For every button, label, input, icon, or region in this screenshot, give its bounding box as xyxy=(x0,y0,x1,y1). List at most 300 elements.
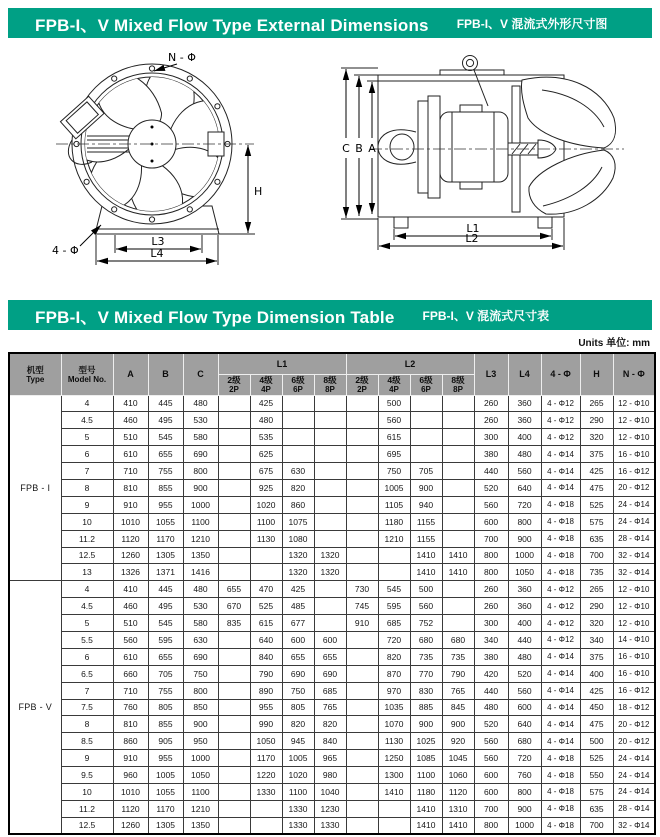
table-cell: 520 xyxy=(474,716,508,733)
table-cell xyxy=(218,800,250,817)
table-cell xyxy=(442,496,474,513)
table-cell: 4 - Φ18 xyxy=(541,547,580,564)
table-cell: 910 xyxy=(346,615,378,632)
table-cell: 1320 xyxy=(314,564,346,581)
table-cell xyxy=(250,564,282,581)
table-cell: 965 xyxy=(314,750,346,767)
table-cell xyxy=(378,564,410,581)
table-cell xyxy=(218,564,250,581)
table-cell: 770 xyxy=(410,665,442,682)
table-cell: 1155 xyxy=(410,530,442,547)
table-cell: 735 xyxy=(580,564,613,581)
table-cell: 340 xyxy=(580,631,613,648)
table-cell: 1260 xyxy=(113,817,148,834)
col-header-nphi: N - Φ xyxy=(613,353,655,395)
table-cell: 1350 xyxy=(183,547,218,564)
table-cell xyxy=(314,412,346,429)
table-cell: 24 - Φ14 xyxy=(613,496,655,513)
table-cell: 600 xyxy=(474,767,508,784)
table-cell: 560 xyxy=(508,463,541,480)
table-cell xyxy=(346,682,378,699)
table-cell: 980 xyxy=(314,767,346,784)
table-cell xyxy=(218,750,250,767)
table-cell: 905 xyxy=(148,733,183,750)
table-cell: 855 xyxy=(148,479,183,496)
table-cell: 1250 xyxy=(378,750,410,767)
table-cell: 16 - Φ10 xyxy=(613,446,655,463)
table-cell: 580 xyxy=(183,429,218,446)
model-cell: 8 xyxy=(61,716,113,733)
col-header-4phi: 4 - Φ xyxy=(541,353,580,395)
table-cell xyxy=(346,800,378,817)
table-cell: 510 xyxy=(113,615,148,632)
table-cell xyxy=(346,412,378,429)
table-cell xyxy=(218,429,250,446)
table-cell: 1100 xyxy=(183,783,218,800)
table-row xyxy=(9,800,655,817)
table-cell: 12 - Φ10 xyxy=(613,598,655,615)
table-cell: 805 xyxy=(148,699,183,716)
model-cell: 7.5 xyxy=(61,699,113,716)
table-cell: 1100 xyxy=(183,513,218,530)
model-cell: 4.5 xyxy=(61,412,113,429)
table-cell xyxy=(218,395,250,412)
table-cell xyxy=(346,733,378,750)
table-cell xyxy=(282,429,314,446)
table-cell: 1310 xyxy=(442,800,474,817)
table-cell: 900 xyxy=(410,716,442,733)
dim-label-l1: L1 xyxy=(466,222,480,235)
table-cell: 1170 xyxy=(148,800,183,817)
table-cell: 1410 xyxy=(442,817,474,834)
table-row xyxy=(9,446,655,463)
table-cell: 695 xyxy=(378,446,410,463)
col-header-l1-8p: 8级 8P xyxy=(314,374,346,395)
dim-label-l3: L3 xyxy=(151,235,165,248)
table-cell: 760 xyxy=(508,767,541,784)
table-cell: 260 xyxy=(474,395,508,412)
table-cell: 560 xyxy=(508,682,541,699)
table-cell: 360 xyxy=(508,598,541,615)
table-cell: 410 xyxy=(113,581,148,598)
table-cell: 560 xyxy=(378,412,410,429)
table-cell: 1005 xyxy=(282,750,314,767)
table-cell: 1305 xyxy=(148,547,183,564)
table-cell: 955 xyxy=(148,750,183,767)
table-row xyxy=(9,631,655,648)
table-cell: 360 xyxy=(508,581,541,598)
table-row xyxy=(9,496,655,513)
model-cell: 10 xyxy=(61,783,113,800)
table-cell: 260 xyxy=(474,581,508,598)
table-cell: 600 xyxy=(474,513,508,530)
table-cell: 580 xyxy=(183,615,218,632)
table-cell: 425 xyxy=(580,463,613,480)
table-cell: 24 - Φ14 xyxy=(613,783,655,800)
table-cell: 800 xyxy=(474,817,508,834)
table-cell xyxy=(218,665,250,682)
table-cell: 545 xyxy=(148,615,183,632)
table-cell: 1010 xyxy=(113,783,148,800)
table-cell: 4 - Φ14 xyxy=(541,648,580,665)
table-cell: 630 xyxy=(183,631,218,648)
table-cell: 500 xyxy=(580,733,613,750)
table-cell: 495 xyxy=(148,412,183,429)
table-cell: 320 xyxy=(580,615,613,632)
table-cell: 560 xyxy=(474,750,508,767)
table-cell: 635 xyxy=(580,530,613,547)
table-cell: 20 - Φ12 xyxy=(613,733,655,750)
table-cell: 24 - Φ14 xyxy=(613,750,655,767)
table-cell xyxy=(314,530,346,547)
table-cell: 1170 xyxy=(148,530,183,547)
table-cell: 485 xyxy=(282,598,314,615)
model-cell: 6 xyxy=(61,648,113,665)
table-cell: 4 - Φ14 xyxy=(541,665,580,682)
table-cell: 600 xyxy=(474,783,508,800)
type-cell: FPB - I xyxy=(9,395,61,581)
table-cell: 1045 xyxy=(442,750,474,767)
fan-front-view-drawing xyxy=(38,48,340,296)
model-cell: 12.5 xyxy=(61,817,113,834)
table-cell: 860 xyxy=(282,496,314,513)
table-cell: 690 xyxy=(314,665,346,682)
table-cell xyxy=(218,631,250,648)
model-cell: 6.5 xyxy=(61,665,113,682)
table-cell: 16 - Φ12 xyxy=(613,463,655,480)
table-cell: 680 xyxy=(508,733,541,750)
mounting-foot-left xyxy=(394,217,408,228)
table-cell: 480 xyxy=(474,699,508,716)
table-cell: 1410 xyxy=(410,817,442,834)
table-cell xyxy=(442,463,474,480)
table-cell xyxy=(442,581,474,598)
model-cell: 4 xyxy=(61,395,113,412)
table-cell: 525 xyxy=(250,598,282,615)
table-cell: 4 - Φ14 xyxy=(541,463,580,480)
model-cell: 11.2 xyxy=(61,800,113,817)
table-cell: 1210 xyxy=(378,530,410,547)
table-cell: 14 - Φ10 xyxy=(613,631,655,648)
table-cell: 480 xyxy=(183,581,218,598)
table-cell: 20 - Φ12 xyxy=(613,716,655,733)
table-cell: 1005 xyxy=(148,767,183,784)
table-cell: 1040 xyxy=(314,783,346,800)
dim-label-4phi: 4 - Φ xyxy=(52,244,79,257)
table-cell: 535 xyxy=(250,429,282,446)
table-cell: 4 - Φ18 xyxy=(541,513,580,530)
table-cell: 1100 xyxy=(250,513,282,530)
col-header-l2-2p: 2级 2P xyxy=(346,374,378,395)
model-cell: 9 xyxy=(61,496,113,513)
table-cell xyxy=(218,682,250,699)
table-cell: 690 xyxy=(183,446,218,463)
table-row xyxy=(9,429,655,446)
table-cell xyxy=(218,648,250,665)
fan-side-view-drawing xyxy=(332,48,658,296)
table-cell: 4 - Φ14 xyxy=(541,446,580,463)
table-cell: 820 xyxy=(282,479,314,496)
table-cell: 440 xyxy=(474,682,508,699)
model-cell: 8.5 xyxy=(61,733,113,750)
table-cell: 480 xyxy=(508,648,541,665)
table-cell: 820 xyxy=(314,716,346,733)
table-cell: 800 xyxy=(508,783,541,800)
table-cell: 1410 xyxy=(410,547,442,564)
table-cell: 685 xyxy=(378,615,410,632)
col-header-type: 机型 Type xyxy=(9,353,61,395)
table-cell: 520 xyxy=(474,479,508,496)
table-row xyxy=(9,395,655,412)
table-cell: 18 - Φ12 xyxy=(613,699,655,716)
table-cell: 800 xyxy=(474,547,508,564)
table-cell: 375 xyxy=(580,648,613,665)
table-cell xyxy=(346,547,378,564)
table-cell xyxy=(218,547,250,564)
table-cell: 1130 xyxy=(250,530,282,547)
table-cell: 1371 xyxy=(148,564,183,581)
table-cell: 4 - Φ12 xyxy=(541,598,580,615)
table-cell: 1330 xyxy=(282,800,314,817)
table-cell: 735 xyxy=(442,648,474,665)
model-cell: 9 xyxy=(61,750,113,767)
table-cell: 720 xyxy=(508,750,541,767)
table-cell: 655 xyxy=(282,648,314,665)
table-cell: 475 xyxy=(580,479,613,496)
table-cell: 990 xyxy=(250,716,282,733)
table-cell: 500 xyxy=(410,581,442,598)
model-cell: 11.2 xyxy=(61,530,113,547)
table-cell: 680 xyxy=(442,631,474,648)
external-dimensions-title-bar xyxy=(8,8,652,38)
table-cell xyxy=(378,817,410,834)
table-cell: 1210 xyxy=(183,800,218,817)
title2-chinese: FPB-I、V 混流式尺寸表 xyxy=(422,308,550,323)
table-cell xyxy=(282,446,314,463)
table-cell: 710 xyxy=(113,682,148,699)
table-cell: 1155 xyxy=(410,513,442,530)
table-cell: 375 xyxy=(580,446,613,463)
table-cell: 32 - Φ14 xyxy=(613,564,655,581)
table-row xyxy=(9,412,655,429)
table-header xyxy=(9,353,655,395)
table-cell: 260 xyxy=(474,412,508,429)
model-cell: 7 xyxy=(61,463,113,480)
table-cell: 300 xyxy=(474,615,508,632)
table-cell: 910 xyxy=(113,496,148,513)
table-cell: 380 xyxy=(474,446,508,463)
table-row xyxy=(9,682,655,699)
table-cell: 1120 xyxy=(113,800,148,817)
table-cell: 800 xyxy=(183,463,218,480)
table-cell: 750 xyxy=(183,665,218,682)
table-cell: 705 xyxy=(410,463,442,480)
table-cell: 720 xyxy=(378,631,410,648)
table-cell xyxy=(442,395,474,412)
table-cell: 1070 xyxy=(378,716,410,733)
table-cell: 440 xyxy=(474,463,508,480)
table-cell: 4 - Φ14 xyxy=(541,699,580,716)
table-cell xyxy=(218,496,250,513)
table-cell: 1000 xyxy=(508,547,541,564)
table-cell xyxy=(442,412,474,429)
col-header-l3: L3 xyxy=(474,353,508,395)
table-cell: 700 xyxy=(474,800,508,817)
table-cell: 1410 xyxy=(442,547,474,564)
type-cell: FPB - V xyxy=(9,581,61,834)
table-cell xyxy=(378,547,410,564)
table-cell: 400 xyxy=(580,665,613,682)
table-cell: 600 xyxy=(314,631,346,648)
table-cell: 4 - Φ18 xyxy=(541,817,580,834)
table-row xyxy=(9,699,655,716)
table-cell: 1075 xyxy=(282,513,314,530)
table-cell xyxy=(346,750,378,767)
table-cell: 835 xyxy=(218,615,250,632)
table-cell: 635 xyxy=(580,800,613,817)
table-cell: 4 - Φ18 xyxy=(541,750,580,767)
table-cell xyxy=(346,699,378,716)
table-cell: 1130 xyxy=(378,733,410,750)
table-cell: 1170 xyxy=(250,750,282,767)
table-cell: 900 xyxy=(508,800,541,817)
table-cell: 1305 xyxy=(148,817,183,834)
dim-label-l2: L2 xyxy=(465,232,479,245)
table-cell: 4 - Φ14 xyxy=(541,716,580,733)
table-cell: 910 xyxy=(113,750,148,767)
table-cell: 12 - Φ10 xyxy=(613,615,655,632)
table-cell xyxy=(314,598,346,615)
table-cell: 24 - Φ14 xyxy=(613,767,655,784)
table-cell: 4 - Φ14 xyxy=(541,479,580,496)
table-cell: 765 xyxy=(314,699,346,716)
table-cell: 1230 xyxy=(314,800,346,817)
table-cell xyxy=(218,767,250,784)
table-cell: 810 xyxy=(113,716,148,733)
dimension-table xyxy=(8,352,656,835)
table-cell: 690 xyxy=(282,665,314,682)
model-cell: 9.5 xyxy=(61,767,113,784)
table-cell: 560 xyxy=(474,496,508,513)
table-cell xyxy=(218,817,250,834)
model-cell: 5 xyxy=(61,429,113,446)
table-cell: 4 - Φ18 xyxy=(541,800,580,817)
table-cell: 900 xyxy=(410,479,442,496)
table-cell: 4 - Φ18 xyxy=(541,564,580,581)
table-cell: 12 - Φ10 xyxy=(613,412,655,429)
table-cell: 1080 xyxy=(282,530,314,547)
table-cell xyxy=(282,412,314,429)
table-cell: 820 xyxy=(282,716,314,733)
table-cell: 1050 xyxy=(183,767,218,784)
table-cell: 480 xyxy=(250,412,282,429)
table-cell xyxy=(346,783,378,800)
table-cell: 500 xyxy=(378,395,410,412)
table-cell: 4 - Φ14 xyxy=(541,733,580,750)
table-cell: 360 xyxy=(508,395,541,412)
table-cell: 640 xyxy=(508,479,541,496)
table-cell: 655 xyxy=(148,446,183,463)
table-cell: 1350 xyxy=(183,817,218,834)
table-cell: 28 - Φ14 xyxy=(613,530,655,547)
table-cell: 1035 xyxy=(378,699,410,716)
table-row xyxy=(9,547,655,564)
table-cell: 800 xyxy=(183,682,218,699)
table-cell: 810 xyxy=(113,479,148,496)
table-cell xyxy=(218,699,250,716)
table-cell: 615 xyxy=(378,429,410,446)
table-cell: 690 xyxy=(183,648,218,665)
table-cell xyxy=(282,395,314,412)
table-cell xyxy=(442,530,474,547)
table-cell xyxy=(314,446,346,463)
table-row xyxy=(9,513,655,530)
table-cell: 480 xyxy=(183,395,218,412)
table-cell xyxy=(442,615,474,632)
table-cell: 955 xyxy=(148,496,183,513)
table-cell: 4 - Φ12 xyxy=(541,412,580,429)
table-cell: 755 xyxy=(148,682,183,699)
table-cell: 1410 xyxy=(410,800,442,817)
table-cell: 460 xyxy=(113,412,148,429)
table-cell xyxy=(218,733,250,750)
table-cell: 380 xyxy=(474,648,508,665)
table-cell: 885 xyxy=(410,699,442,716)
table-cell xyxy=(218,530,250,547)
table-cell xyxy=(314,496,346,513)
table-cell: 1410 xyxy=(442,564,474,581)
table-cell: 1005 xyxy=(378,479,410,496)
col-header-model: 型号 Model No. xyxy=(61,353,113,395)
model-cell: 10 xyxy=(61,513,113,530)
model-cell: 8 xyxy=(61,479,113,496)
table-cell: 610 xyxy=(113,648,148,665)
table-cell: 4 - Φ18 xyxy=(541,783,580,800)
table-cell xyxy=(346,564,378,581)
table-cell: 700 xyxy=(580,817,613,834)
table-cell xyxy=(346,446,378,463)
table-cell: 840 xyxy=(314,733,346,750)
table-cell xyxy=(218,463,250,480)
table-cell: 12 - Φ10 xyxy=(613,395,655,412)
table-cell: 400 xyxy=(508,429,541,446)
table-cell xyxy=(314,581,346,598)
table-cell: 752 xyxy=(410,615,442,632)
table-cell: 790 xyxy=(442,665,474,682)
table-cell: 790 xyxy=(250,665,282,682)
table-cell: 425 xyxy=(282,581,314,598)
model-cell: 6 xyxy=(61,446,113,463)
col-header-l1-6p: 6级 6P xyxy=(282,374,314,395)
table-cell: 4 - Φ14 xyxy=(541,682,580,699)
table-cell: 1010 xyxy=(113,513,148,530)
table-cell: 870 xyxy=(378,665,410,682)
dimension-table-title-bar xyxy=(8,300,652,330)
table-cell: 4 - Φ18 xyxy=(541,767,580,784)
table-cell: 640 xyxy=(508,716,541,733)
table-cell: 1020 xyxy=(282,767,314,784)
table-cell: 1000 xyxy=(183,496,218,513)
table-cell: 4 - Φ18 xyxy=(541,496,580,513)
title1-english: FPB-I、V Mixed Flow Type External Dimensions xyxy=(35,15,429,35)
table-cell: 575 xyxy=(580,783,613,800)
table-cell: 530 xyxy=(183,412,218,429)
table-cell: 525 xyxy=(580,750,613,767)
table-cell: 1105 xyxy=(378,496,410,513)
table-cell xyxy=(346,429,378,446)
table-cell: 1060 xyxy=(442,767,474,784)
table-cell: 1320 xyxy=(314,547,346,564)
